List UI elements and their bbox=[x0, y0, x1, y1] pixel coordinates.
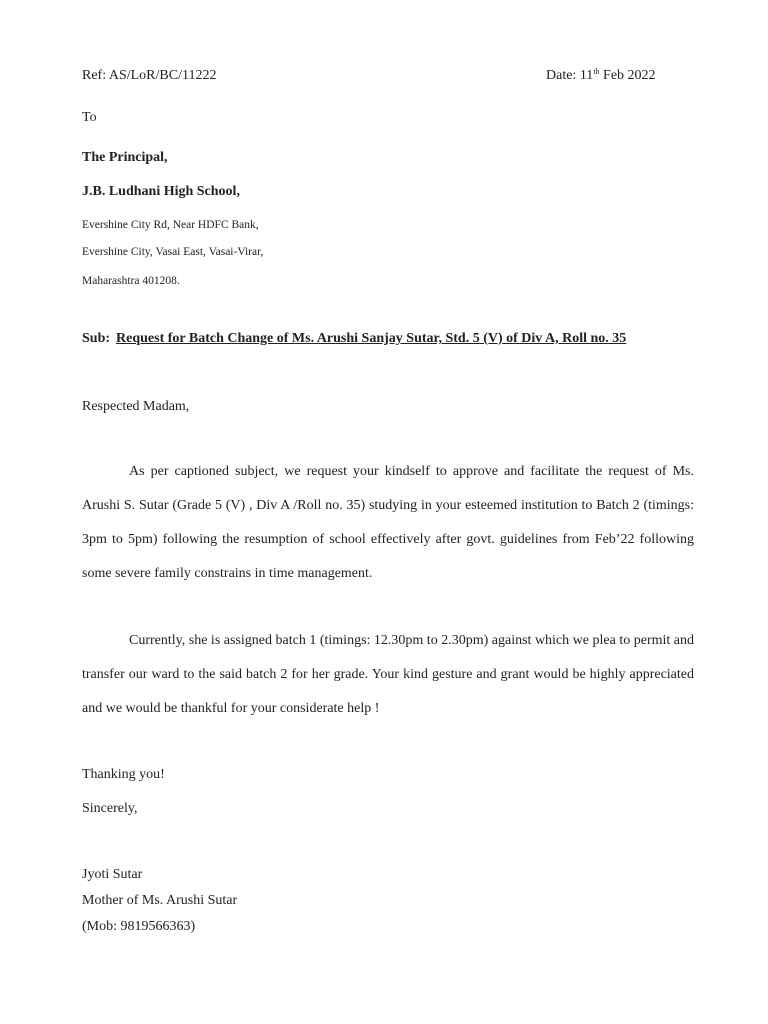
subject-text: Request for Batch Change of Ms. Arushi Sanjay Sutar, Std. 5 (V) of Div A, Roll no. 35 bbox=[116, 331, 627, 346]
date-ordinal-suffix: th bbox=[593, 67, 600, 76]
reference-number: Ref: AS/LoR/BC/11222 bbox=[82, 68, 217, 83]
letter-date bbox=[546, 67, 656, 85]
address-line-2: Evershine City, Vasai East, Vasai-Virar, bbox=[82, 246, 264, 258]
recipient-title: The Principal, bbox=[82, 150, 168, 165]
signature-name: Jyoti Sutar bbox=[82, 867, 143, 882]
body-paragraph-2: Currently, she is assigned batch 1 (timings: 12.30pm to 2.30pm) against which we plea to permit and transfer our ward to the said batch 2 for her grade. Your kind gesture and grant would be highly appreciated and we would be thankful for your considerate help ! bbox=[82, 633, 694, 716]
salutation: Respected Madam, bbox=[82, 399, 190, 414]
date-prefix: Date: 11 bbox=[546, 68, 594, 83]
signature-relation: Mother of Ms. Arushi Sutar bbox=[82, 893, 238, 908]
address-line-3: Maharashtra 401208. bbox=[82, 275, 180, 287]
date-rest: Feb 2022 bbox=[599, 68, 656, 83]
signature-mobile: (Mob: 9819566363) bbox=[82, 919, 196, 934]
closing-line: Thanking you! bbox=[82, 767, 165, 782]
address-line-1: Evershine City Rd, Near HDFC Bank, bbox=[82, 219, 259, 231]
signoff: Sincerely, bbox=[82, 801, 138, 816]
recipient-school: J.B. Ludhani High School, bbox=[82, 184, 240, 199]
to-label: To bbox=[82, 110, 97, 125]
subject-line bbox=[82, 330, 626, 348]
subject-label: Sub: bbox=[82, 331, 111, 346]
body-paragraph-1: As per captioned subject, we request your kindself to approve and facilitate the request of Ms. Arushi S. Sutar (Grade 5 (V) , Div A /Roll no. 35) studying in your esteemed institution to Batch 2 (timings: 3pm to 5pm) following the resumption of school effectively after govt. guidelines from Feb’22 following some severe family constrains in time management. bbox=[82, 464, 694, 581]
